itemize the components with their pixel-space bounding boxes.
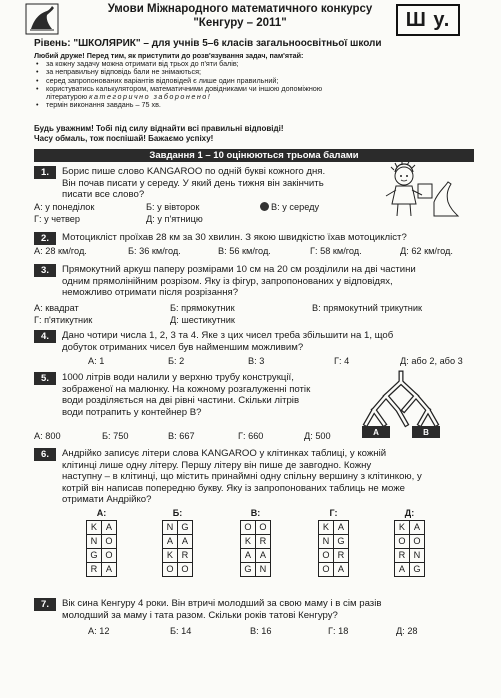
grid-cell: R bbox=[87, 562, 102, 576]
grid-cell: G bbox=[241, 562, 256, 576]
text-line: води потрапить у контейнер В? bbox=[62, 406, 202, 418]
grid-cell: N bbox=[319, 534, 334, 548]
grid-cell: R bbox=[334, 548, 349, 562]
grid-cell: O bbox=[319, 548, 334, 562]
contest-title: Умови Міжнародного математичного конкурсу bbox=[107, 3, 373, 15]
container-a-label: A bbox=[373, 428, 379, 437]
answer-option-c[interactable] bbox=[240, 508, 271, 577]
grid-cell: N bbox=[410, 548, 425, 562]
grid-cell: K bbox=[241, 534, 256, 548]
text-line: неможливо отримати після розрізання? bbox=[62, 287, 239, 298]
grid-cell: A bbox=[163, 534, 178, 548]
question-2 bbox=[34, 232, 474, 260]
closing-line-1: Будь уважним! Тобі під силу віднайти всі правильні відповіді! bbox=[34, 124, 284, 133]
grid-label: Б: bbox=[172, 508, 183, 518]
grid-cell: A bbox=[410, 520, 425, 534]
answer-option-e[interactable] bbox=[394, 508, 425, 577]
rule-item: • за кожну задачу можна отримати від трьох до п'яти балів; bbox=[34, 60, 354, 68]
intro-lead: Любий друже! Перед тим, як приступити до розв'язування задач, пам'ятай: bbox=[34, 51, 304, 60]
text-line: Вік сина Кенгуру 4 роки. Він втричі молодший за свою маму і в сім разів bbox=[62, 598, 382, 609]
question-7 bbox=[34, 598, 474, 638]
section-header: Завдання 1 – 10 оцінюються трьома балами bbox=[34, 149, 474, 162]
answer-option-b[interactable]: Б: у вівторок bbox=[146, 202, 200, 212]
pipe-structure-diagram bbox=[356, 370, 446, 443]
question-4 bbox=[34, 330, 474, 370]
question-5 bbox=[34, 372, 474, 442]
grid-cell: O bbox=[410, 534, 425, 548]
answer-option-b[interactable]: Б: 2 bbox=[168, 356, 185, 366]
text-line: одним прямолінійним розрізом. Яку із фігур, запропонованих у відповідях, bbox=[62, 275, 393, 287]
marked-answer-icon bbox=[260, 202, 269, 211]
grid-cell: N bbox=[163, 520, 178, 534]
question-number: 4. bbox=[34, 330, 56, 343]
question-number: 7. bbox=[34, 598, 56, 611]
text-line: води розділяється на дві рівні частини. Скільки літрів bbox=[62, 395, 300, 406]
answer-option-c[interactable]: В: прямокутний трикутник bbox=[312, 303, 423, 313]
grid-cell: R bbox=[256, 534, 271, 548]
text-line: Борис пише слово KANGAROO по одній букві кожного дня. bbox=[62, 166, 326, 177]
rule-item: • серед запропонованих варіантів відповідей є лише один правильний; bbox=[34, 77, 354, 85]
text-line: Дано чотири числа 1, 2, 3 та 4. Яке з цих чисел треба збільшити на 1, щоб bbox=[62, 330, 394, 341]
answer-option-a[interactable]: А: квадрат bbox=[34, 303, 79, 313]
container-b-label: B bbox=[423, 428, 429, 437]
answer-option-e[interactable]: Д: 28 bbox=[396, 626, 418, 636]
question-6 bbox=[34, 448, 474, 594]
grid-cell: O bbox=[102, 534, 117, 548]
answer-option-a[interactable] bbox=[86, 508, 117, 577]
option-label: В: у середу bbox=[271, 202, 320, 212]
answer-option-a[interactable]: А: 800 bbox=[34, 431, 61, 441]
level-line: Рівень: "ШКОЛЯРИК" – для учнів 5–6 класів загальноосвітньої школи bbox=[34, 38, 382, 49]
grid-cell: A bbox=[102, 562, 117, 576]
question-number: 1. bbox=[34, 166, 56, 179]
question-number: 3. bbox=[34, 264, 56, 277]
rule-text: користуватись калькулятором, математичними довідниками чи іншою допоміжною літературою bbox=[46, 83, 323, 102]
answer-option-a[interactable]: А: у понеділок bbox=[34, 202, 95, 212]
text-line: котрій він написав попередню букву. Яку із запропонованих таблиць не може bbox=[62, 482, 405, 494]
answer-option-b[interactable]: Б: 750 bbox=[102, 431, 129, 441]
grid-label: Д: bbox=[404, 508, 415, 518]
grid-cell: A bbox=[395, 562, 410, 576]
letter-grid bbox=[240, 520, 271, 577]
kangaroo-logo-icon bbox=[25, 3, 59, 35]
text-line: Він почав писати у середу. У який день тижня він закінчить bbox=[62, 177, 324, 189]
grid-cell: G bbox=[87, 548, 102, 562]
question-text bbox=[62, 372, 362, 418]
answer-option-c[interactable]: В: 3 bbox=[248, 356, 265, 366]
question-number: 2. bbox=[34, 232, 56, 245]
answer-option-b[interactable]: Б: 36 км/год. bbox=[128, 246, 181, 256]
answer-option-d[interactable]: Г: 660 bbox=[238, 431, 264, 441]
grid-cell: N bbox=[87, 534, 102, 548]
question-text bbox=[62, 166, 382, 201]
text-line: отримати Андрійко? bbox=[62, 494, 152, 505]
grid-cell: K bbox=[319, 520, 334, 534]
grid-cell: O bbox=[241, 520, 256, 534]
answer-option-a[interactable]: А: 28 км/год. bbox=[34, 246, 87, 256]
answer-option-d[interactable]: Г: 58 км/год. bbox=[310, 246, 362, 256]
grid-cell: A bbox=[178, 534, 193, 548]
answer-option-c[interactable]: В: 16 bbox=[250, 626, 272, 636]
rule-item: • термін виконання завдань – 75 хв. bbox=[34, 101, 354, 109]
question-number: 6. bbox=[34, 448, 56, 461]
answer-option-a[interactable]: А: 1 bbox=[88, 356, 105, 366]
grid-label: В: bbox=[250, 508, 261, 518]
grid-cell: A bbox=[241, 548, 256, 562]
grid-cell: N bbox=[256, 562, 271, 576]
grid-cell: O bbox=[256, 520, 271, 534]
grid-cell: O bbox=[102, 548, 117, 562]
grid-label: Г: bbox=[329, 508, 338, 518]
rule-item bbox=[34, 85, 354, 101]
answer-option-c[interactable]: В: 56 км/год. bbox=[218, 246, 271, 256]
closing-line-2: Часу обмаль, тож поспішай! Бажаємо успіху! bbox=[34, 133, 214, 143]
answer-option-e[interactable]: Д: або 2, або 3 bbox=[400, 356, 463, 366]
grid-cell: O bbox=[178, 562, 193, 576]
question-text bbox=[62, 330, 474, 353]
text-line: Андрійко записує літери слова KANGAROO у клітинках таблиці, у кожній bbox=[62, 448, 387, 459]
grid-cell: O bbox=[319, 562, 334, 576]
answer-option-b[interactable] bbox=[162, 508, 193, 577]
grid-cell: G bbox=[334, 534, 349, 548]
contest-subtitle: "Кенгуру – 2011" bbox=[193, 17, 287, 29]
answer-option-e[interactable]: Д: шестикутник bbox=[170, 315, 235, 325]
grid-cell: K bbox=[87, 520, 102, 534]
question-number: 5. bbox=[34, 372, 56, 385]
level-badge: Ш у. bbox=[396, 4, 460, 36]
text-line: Прямокутний аркуш паперу розмірами 10 см на 20 см розділили на дві частини bbox=[62, 264, 416, 275]
question-3 bbox=[34, 264, 474, 332]
rules-list bbox=[34, 60, 354, 109]
answer-option-e[interactable]: Д: у п'ятницю bbox=[146, 214, 203, 224]
grid-cell: K bbox=[395, 520, 410, 534]
answer-option-d[interactable]: Г: 4 bbox=[334, 356, 350, 366]
text-line: зображеної на малюнку. На кожному розгалуженні потік bbox=[62, 383, 311, 395]
intro-block bbox=[34, 52, 354, 109]
letter-grid bbox=[162, 520, 193, 577]
answer-option-b[interactable]: Б: 14 bbox=[170, 626, 192, 636]
grid-cell: K bbox=[163, 548, 178, 562]
grid-cell: O bbox=[163, 562, 178, 576]
grid-cell: G bbox=[410, 562, 425, 576]
answer-option-e[interactable]: Д: 62 км/год. bbox=[400, 246, 453, 256]
answer-option-b[interactable]: Б: прямокутник bbox=[170, 303, 235, 313]
question-text: Мотоцикліст проїхав 28 км за 30 хвилин. З якою швидкістю їхав мотоцикліст? bbox=[62, 232, 407, 243]
child-with-kangaroo-illustration bbox=[382, 162, 462, 223]
letter-grid bbox=[394, 520, 425, 577]
grid-cell: R bbox=[395, 548, 410, 562]
grid-cell: G bbox=[178, 520, 193, 534]
letter-grid bbox=[86, 520, 117, 577]
grid-cell: A bbox=[334, 562, 349, 576]
text-line: писати все слово? bbox=[62, 189, 145, 200]
answer-option-c[interactable] bbox=[260, 202, 319, 213]
text-line: добуток отриманих чисел був найменшим можливим? bbox=[62, 341, 304, 353]
forbidden-note: категорично заборонено! bbox=[89, 92, 212, 102]
answer-option-d[interactable] bbox=[318, 508, 349, 577]
answer-option-d[interactable]: Г: п'ятикутник bbox=[34, 315, 93, 325]
grid-label: А: bbox=[96, 508, 107, 518]
rule-item: • за неправильну відповідь бали не знімаються; bbox=[34, 68, 354, 76]
grid-cell: R bbox=[178, 548, 193, 562]
answer-option-c[interactable]: В: 667 bbox=[168, 431, 195, 441]
grid-cell: A bbox=[256, 548, 271, 562]
text-line: клітинці лише одну літеру. Першу літеру він пише де завгодно. Кожну bbox=[62, 459, 372, 471]
answer-option-e[interactable]: Д: 500 bbox=[304, 431, 331, 441]
question-text bbox=[62, 264, 474, 299]
answer-option-a[interactable]: А: 12 bbox=[88, 626, 110, 636]
question-1 bbox=[34, 166, 474, 224]
grid-cell: A bbox=[102, 520, 117, 534]
grid-cell: O bbox=[395, 534, 410, 548]
question-text bbox=[62, 448, 474, 506]
letter-grid bbox=[318, 520, 349, 577]
text-line: молодший за маму і тата разом. Скільки років татові Кенгуру? bbox=[62, 609, 338, 621]
answer-option-d[interactable]: Г: 18 bbox=[328, 626, 349, 636]
text-line: 1000 літрів води налили у верхню трубу конструкції, bbox=[62, 372, 294, 383]
grid-cell: A bbox=[334, 520, 349, 534]
question-text bbox=[62, 598, 474, 621]
answer-option-d[interactable]: Г: у четвер bbox=[34, 214, 81, 224]
text-line: наступну – в клітинці, що містить принаймні одну спільну вершину з клітинкою, у bbox=[62, 471, 422, 482]
closing-note bbox=[34, 124, 474, 143]
